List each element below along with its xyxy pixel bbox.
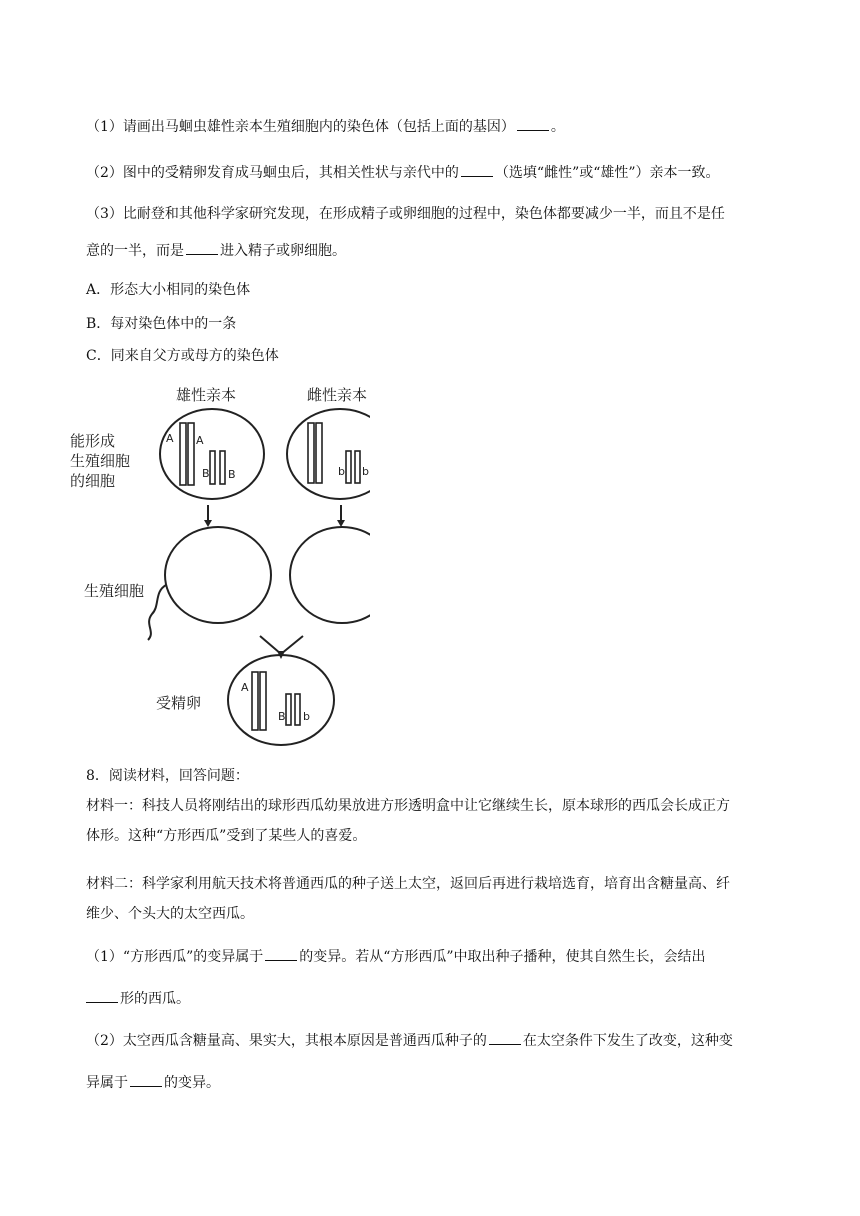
answer-blank[interactable]: [517, 116, 549, 131]
answer-blank[interactable]: [130, 1072, 162, 1087]
option-a: A．形态大小相同的染色体: [86, 282, 251, 298]
q8-material-1-line-2: 体形。这种“方形西瓜”受到了某些人的喜爱。: [86, 828, 367, 844]
gene-label-A: A: [241, 681, 249, 694]
answer-blank[interactable]: [86, 988, 118, 1003]
zygote-cell: [228, 655, 334, 745]
row-label-line-1: 能形成: [70, 432, 116, 450]
q8-part-1-text-2: 的变异。若从“方形西瓜”中取出种子播种，使其自然生长，会结出: [299, 949, 706, 965]
male-parent-label: 雄性亲本: [176, 386, 237, 404]
question-1-end: 。: [550, 119, 565, 135]
answer-blank[interactable]: [461, 162, 493, 177]
male-germ-cell: [165, 527, 271, 623]
question-3-line-1: （3）比耐登和其他科学家研究发现，在形成精子或卵细胞的过程中，染色体都要减少一半，而且不是任: [86, 206, 725, 222]
q8-part-1-line-2: [86, 988, 190, 1009]
q8-part-1-text: （1）“方形西瓜”的变异属于: [86, 949, 264, 965]
question-2: [86, 162, 720, 183]
q8-part-2-line-2: [86, 1072, 220, 1093]
gene-label-A: A: [196, 434, 204, 447]
gene-label-B: B: [228, 468, 236, 481]
question-2-text: （2）图中的受精卵发育成马蛔虫后，其相关性状与亲代中的: [86, 165, 459, 181]
row-label-line-2: 生殖细胞: [70, 452, 131, 470]
option-b: B．每对染色体中的一条: [86, 316, 237, 332]
zygote-chromosomes: [252, 672, 300, 730]
q8-part-2-text-2: 在太空条件下发生了改变，这种变: [522, 1033, 733, 1049]
gene-label-b: b: [338, 465, 345, 478]
zygote-label: 受精卵: [156, 694, 202, 712]
gene-label-b: b: [303, 710, 310, 723]
q8-part-2: [86, 1030, 733, 1051]
q8-part-2-text-3: 异属于: [86, 1075, 128, 1091]
q8-material-2-line-2: 维少、个头大的太空西瓜。: [86, 906, 254, 922]
row-label-line-3: 的细胞: [70, 472, 116, 490]
female-parent-label: 雌性亲本: [307, 386, 368, 404]
q8-title: 8．阅读材料，回答问题：: [86, 768, 249, 784]
q8-part-2-text: （2）太空西瓜含糖量高、果实大，其根本原因是普通西瓜种子的: [86, 1033, 487, 1049]
chromosome-inheritance-diagram: [70, 378, 370, 753]
q8-part-1: [86, 946, 706, 967]
question-2-end: （选填“雌性”或“雄性”）亲本一致。: [494, 165, 720, 181]
female-germ-cell: [290, 527, 370, 623]
answer-blank[interactable]: [186, 240, 218, 255]
question-3-text: 意的一半，而是: [86, 243, 184, 259]
question-3-end: 进入精子或卵细胞。: [220, 243, 346, 259]
gene-label-b: b: [362, 465, 369, 478]
q8-material-2-line-1: 材料二：科学家利用航天技术将普通西瓜的种子送上太空，返回后再进行栽培选育，培育出含糖量高、纤: [86, 876, 730, 892]
question-1-text: （1）请画出马蛔虫雄性亲本生殖细胞内的染色体（包括上面的基因）: [86, 119, 515, 135]
gene-label-B: B: [278, 710, 286, 723]
answer-blank[interactable]: [489, 1030, 521, 1045]
q8-part-2-end: 的变异。: [164, 1075, 220, 1091]
sperm-tail: [148, 585, 166, 640]
gene-label-A: A: [166, 432, 174, 445]
gene-label-B: B: [202, 467, 210, 480]
female-chromosomes: [308, 423, 360, 483]
answer-blank[interactable]: [265, 946, 297, 961]
question-3-line-2: [86, 240, 346, 261]
q8-part-1-end: 形的西瓜。: [120, 991, 190, 1007]
question-1: [86, 116, 565, 137]
germ-cell-label: 生殖细胞: [84, 582, 145, 600]
q8-material-1-line-1: 材料一：科技人员将刚结出的球形西瓜幼果放进方形透明盒中让它继续生长，原本球形的西瓜会长成正方: [86, 798, 730, 814]
option-c: C．同来自父方或母方的染色体: [86, 348, 279, 364]
